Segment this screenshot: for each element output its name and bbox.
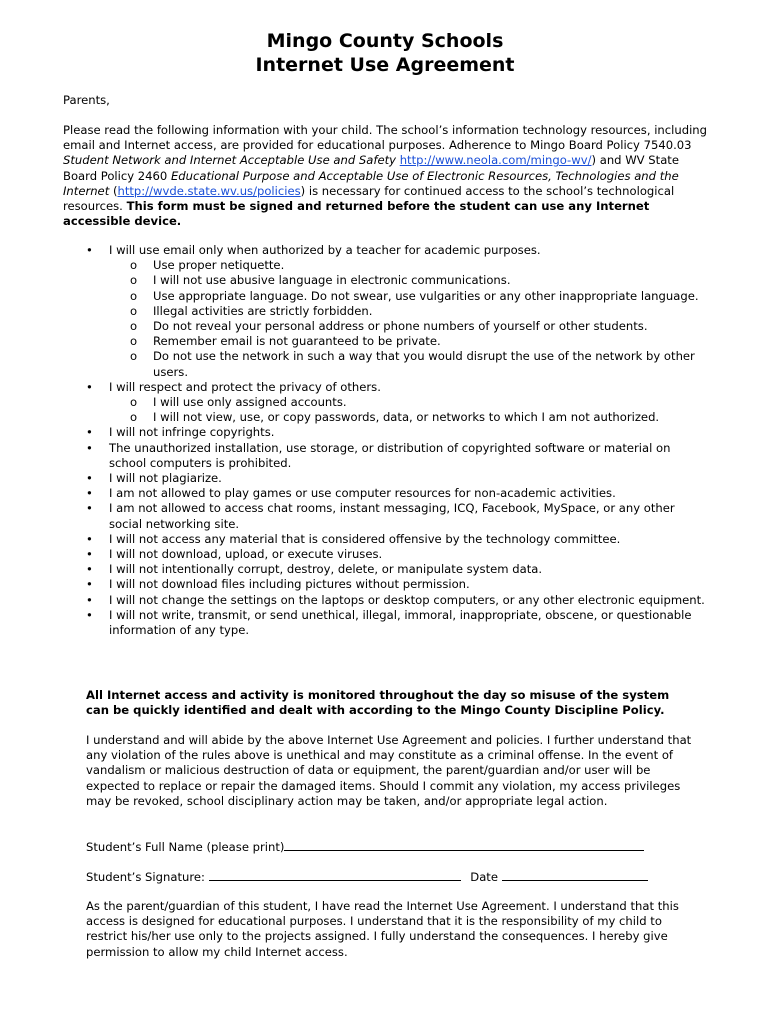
rule-subitems xyxy=(109,258,709,380)
rule-item: • I will not write, transmit, or send unethical, illegal, immoral, inappropriate, obscene, or questionable information of any type. xyxy=(0,608,709,638)
intro-text-1: Please read the following information with your child. The school’s information technology resources, including email and Internet access, are provided for educational purposes. Adherence to Mingo Board Policy 7540.03 xyxy=(63,123,707,153)
rule-subitems xyxy=(109,395,709,425)
rule-item: • I am not allowed to play games or use computer resources for non-academic activities. xyxy=(0,486,709,501)
rule-item: • I will not download, upload, or execute viruses. xyxy=(0,547,709,562)
intro-text-2: ) and WV State Board Policy 2460 xyxy=(63,153,679,183)
rule-subitem: o Use proper netiquette. xyxy=(153,258,705,273)
rule-item: • I will not access any material that is considered offensive by the technology committee. xyxy=(0,532,709,547)
rule-subitem: o I will not view, use, or copy passwords, data, or networks to which I am not authorized. xyxy=(153,410,705,425)
rule-item: • I will not intentionally corrupt, destroy, delete, or manipulate system data. xyxy=(0,562,709,577)
rule-subitem: o Do not use the network in such a way that you would disrupt the use of the network by other users. xyxy=(153,349,705,379)
rule-item xyxy=(0,243,709,380)
rule-subitem: o I will use only assigned accounts. xyxy=(153,395,705,410)
rule-item: • I will not infringe copyrights. xyxy=(0,425,709,440)
intro-paren-open: ( xyxy=(112,183,118,198)
parent-consent-paragraph: As the parent/guardian of this student, I have read the Internet Use Agreement. I understand that this access is designed for educational purposes. I understand that it is the responsibility of my child to restrict his/her use only to the projects assigned. I fully understand the consequences. I hereby give permission to allow my child Internet access. xyxy=(86,899,679,959)
rule-subitem: o Do not reveal your personal address or phone numbers of yourself or other students. xyxy=(153,319,705,334)
student-name-field[interactable] xyxy=(284,839,644,851)
date-label: Date xyxy=(470,870,502,884)
agreement-paragraph: I understand and will abide by the above Internet Use Agreement and policies. I further understand that any violation of the rules above is unethical and may constitute as a criminal offense. In the event of vandalism or malicious destruction of data or equipment, the parent/guardian and/or user will be expected to replace or repair the damaged items. Should I commit any violation, my access privileges may be revoked, school disciplinary action may be taken, and/or appropriate legal action. xyxy=(86,733,692,808)
rule-text: I will use email only when authorized by a teacher for academic purposes. xyxy=(109,243,541,257)
intro-signing-requirement: This form must be signed and returned before the student can use any Internet accessible device. xyxy=(63,199,650,229)
salutation: Parents, xyxy=(63,93,110,107)
rules-list xyxy=(0,243,770,638)
rule-item xyxy=(0,380,709,426)
intro-policy-title-2: Educational Purpose and Acceptable Use of Electronic Resources, Technologies and the Internet xyxy=(63,168,679,198)
rule-text: I will respect and protect the privacy of others. xyxy=(109,379,381,394)
rule-subitem: o Illegal activities are strictly forbidden. xyxy=(153,304,705,319)
student-signature-field[interactable] xyxy=(209,869,461,881)
student-signature-row xyxy=(86,869,726,885)
monitoring-notice: All Internet access and activity is monitored throughout the day so misuse of the system can be quickly identified and dealt with according to the Mingo County Discipline Policy. xyxy=(86,688,670,718)
rule-item: • I will not plagiarize. xyxy=(0,471,709,486)
student-name-row xyxy=(86,839,726,855)
intro-paragraph xyxy=(63,123,713,229)
rule-subitem: o Remember email is not guaranteed to be private. xyxy=(153,334,705,349)
rule-subitem: o I will not use abusive language in electronic communications. xyxy=(153,273,705,288)
student-signature-label: Student’s Signature: xyxy=(86,870,209,884)
rule-item: • I will not download files including pictures without permission. xyxy=(0,577,709,592)
document-title-line1: Mingo County Schools xyxy=(266,30,504,52)
rule-subitem: o Use appropriate language. Do not swear, use vulgarities or any other inappropriate language. xyxy=(153,289,705,304)
date-field[interactable] xyxy=(502,869,648,881)
rule-item: • I am not allowed to access chat rooms, instant messaging, ICQ, Facebook, MySpace, or any other social networking site. xyxy=(0,501,709,531)
neola-policy-link[interactable]: http://www.neola.com/mingo-wv/ xyxy=(399,153,592,168)
rule-item: • I will not change the settings on the laptops or desktop computers, or any other electronic equipment. xyxy=(0,593,709,608)
document-title-line2: Internet Use Agreement xyxy=(255,54,515,76)
rule-item: • The unauthorized installation, use storage, or distribution of copyrighted software or material on school computers is prohibited. xyxy=(0,441,709,471)
intro-policy-title-1: Student Network and Internet Acceptable Use and Safety xyxy=(63,153,396,168)
wvde-policy-link[interactable]: http://wvde.state.wv.us/policies xyxy=(117,183,301,198)
student-name-label: Student’s Full Name (please print) xyxy=(86,840,285,854)
intro-text-3: ) is necessary for continued access to the school’s technological resources. xyxy=(63,183,675,214)
